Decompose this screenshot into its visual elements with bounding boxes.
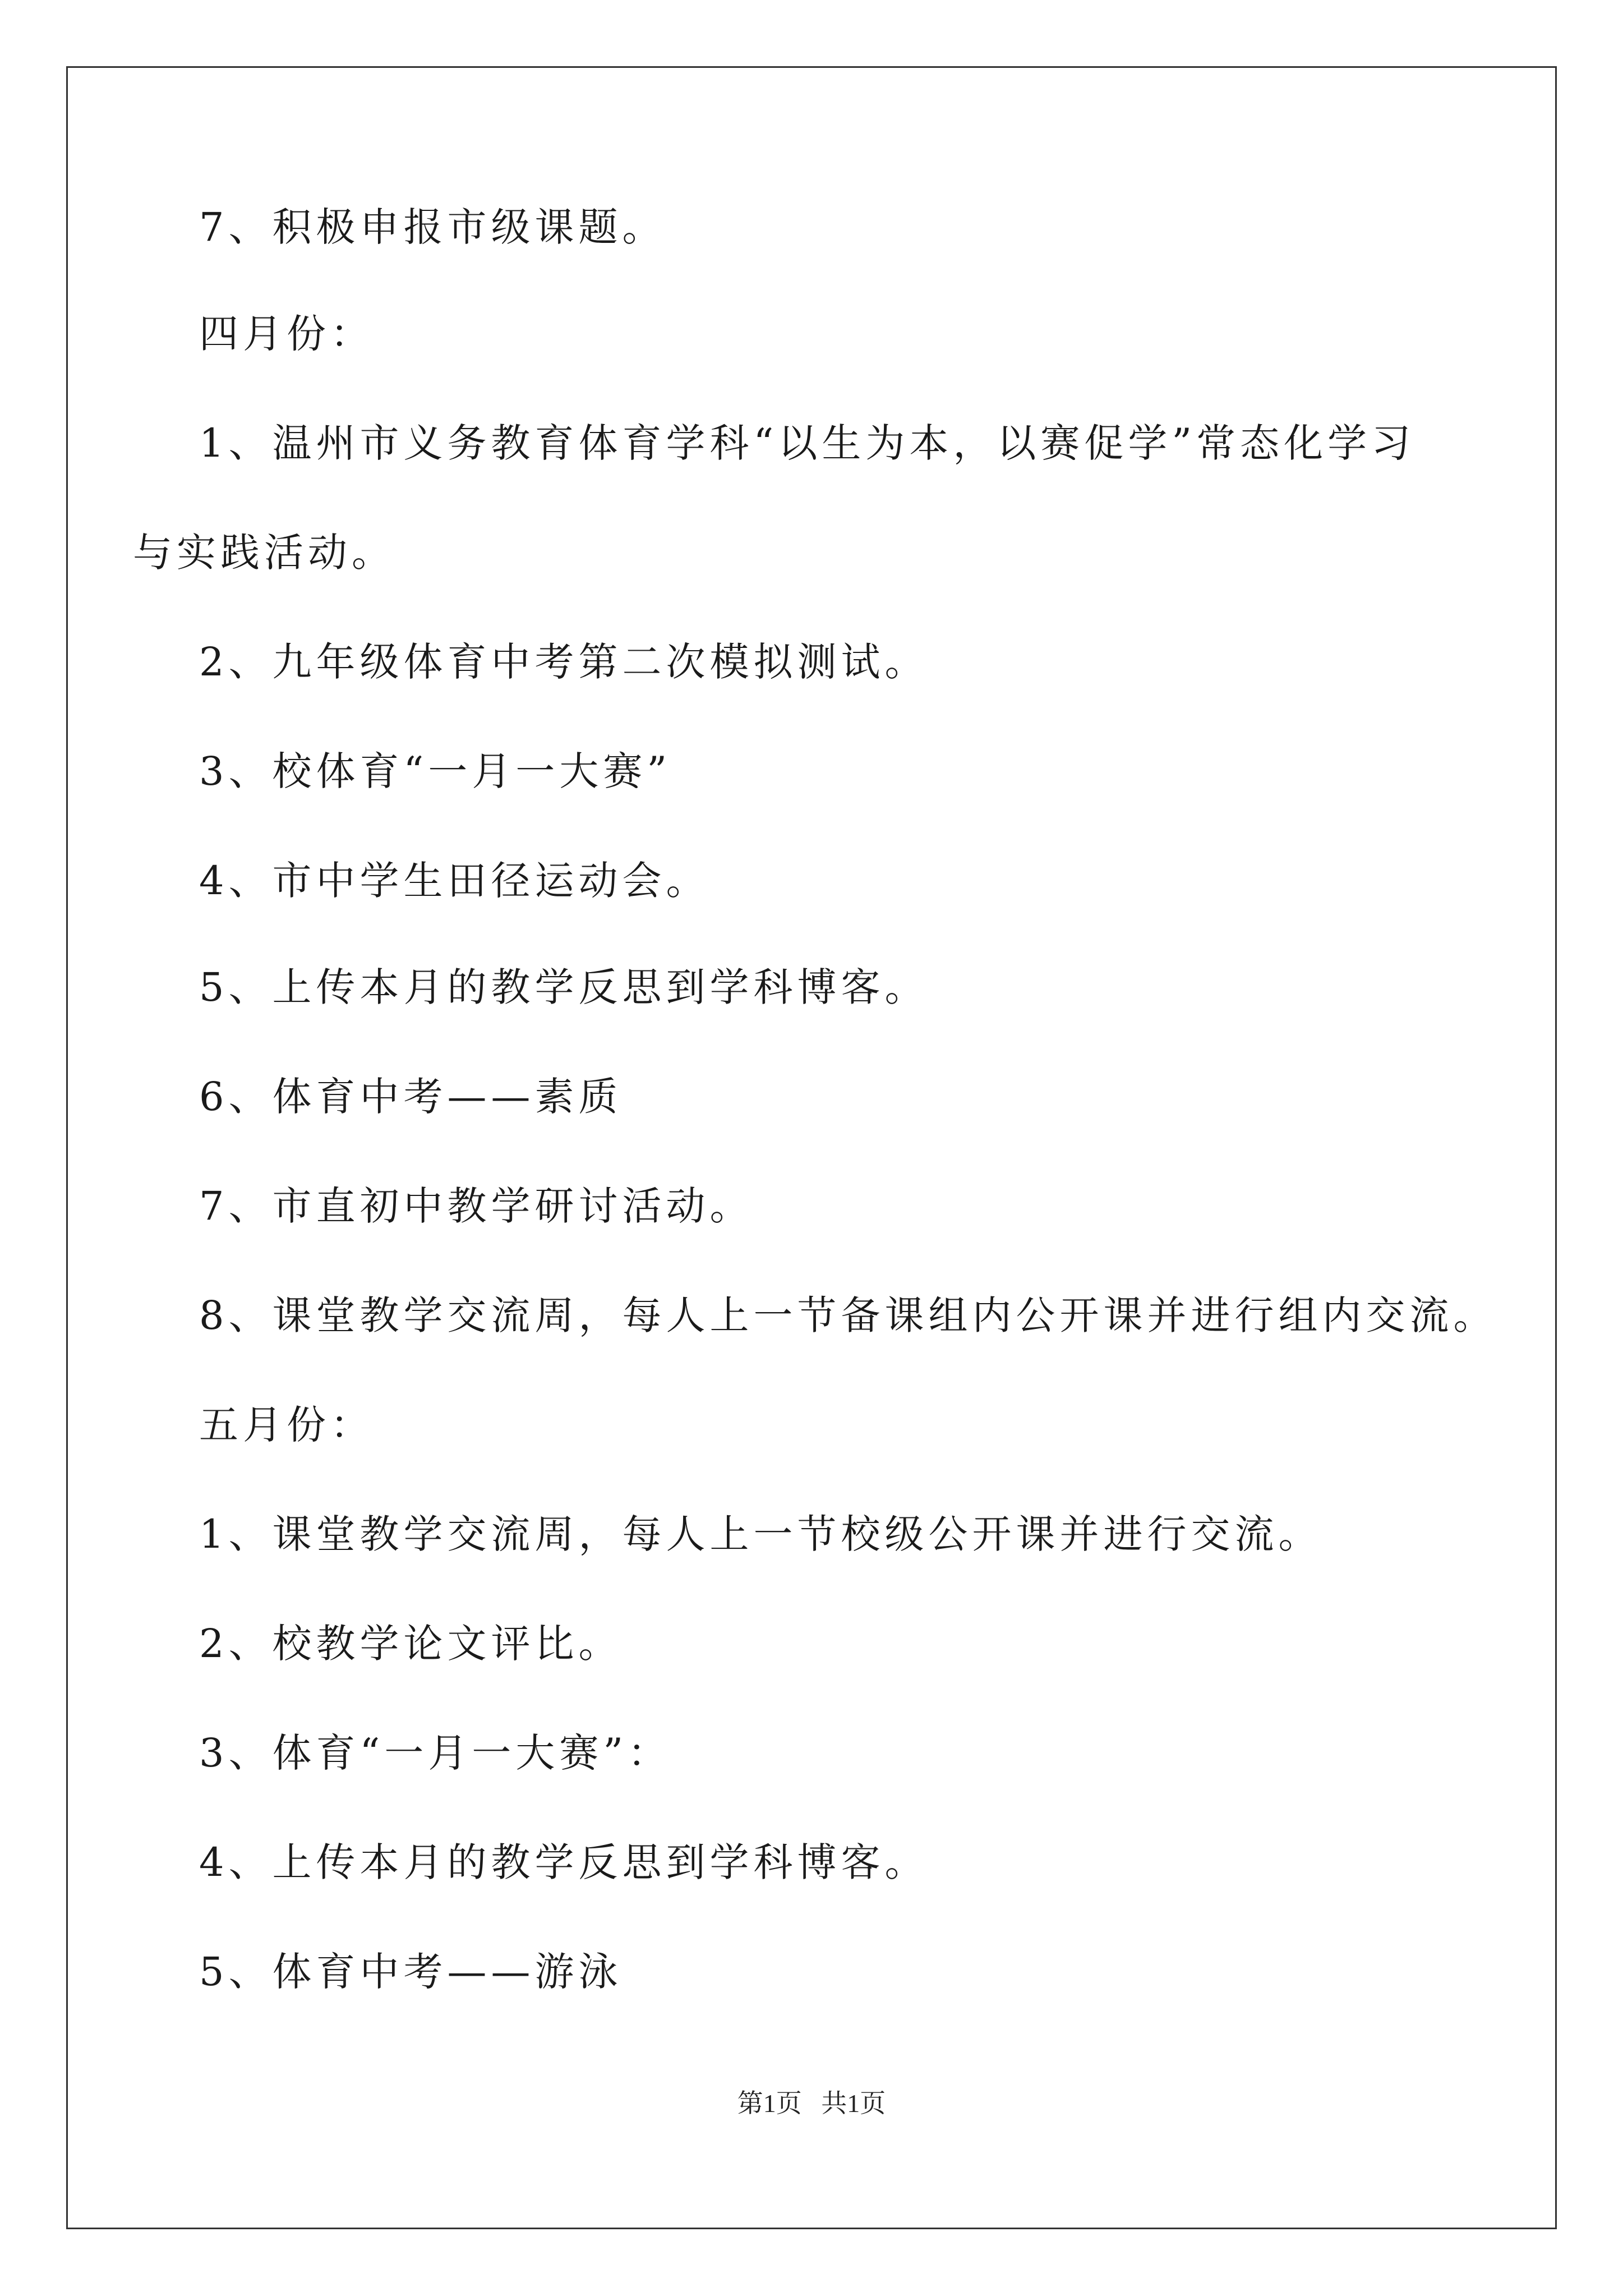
page-footer [0,2087,1623,2120]
text-line: 5、上传本月的教学反思到学科博客。 [199,964,929,1010]
section-heading-april: 四月份： [199,311,374,357]
text-line: 3、校体育“一月一大赛” [199,748,672,794]
text-line: 2、校教学论文评比。 [199,1621,623,1667]
text-line: 4、上传本月的教学反思到学科博客。 [199,1839,929,1885]
text-line: 1、课堂教学交流周，每人上一节校级公开课并进行交流。 [199,1511,1322,1557]
text-line: 2、九年级体育中考第二次模拟测试。 [199,639,929,685]
text-line: 3、体育“一月一大赛”： [199,1730,672,1776]
text-line: 4、市中学生田径运动会。 [199,858,710,904]
text-line: 6、体育中考——素质 [199,1074,623,1120]
text-line: 7、市直初中教学研讨活动。 [199,1183,754,1229]
text-line: 5、体育中考——游泳 [199,1949,623,1995]
text-line-continuation: 与实践活动。 [133,530,395,576]
page-border [66,66,1557,2229]
section-heading-may: 五月份： [199,1402,374,1448]
text-line: 8、课堂教学交流周，每人上一节备课组内公开课并进行组内交流。 [199,1292,1497,1338]
page-total: 共1页 [821,2089,886,2118]
text-line: 7、积极申报市级课题。 [199,204,666,250]
text-line: 1、温州市义务教育体育学科“以生为本，以赛促学”常态化学习 [199,420,1415,466]
page-number: 第1页 [737,2089,802,2118]
